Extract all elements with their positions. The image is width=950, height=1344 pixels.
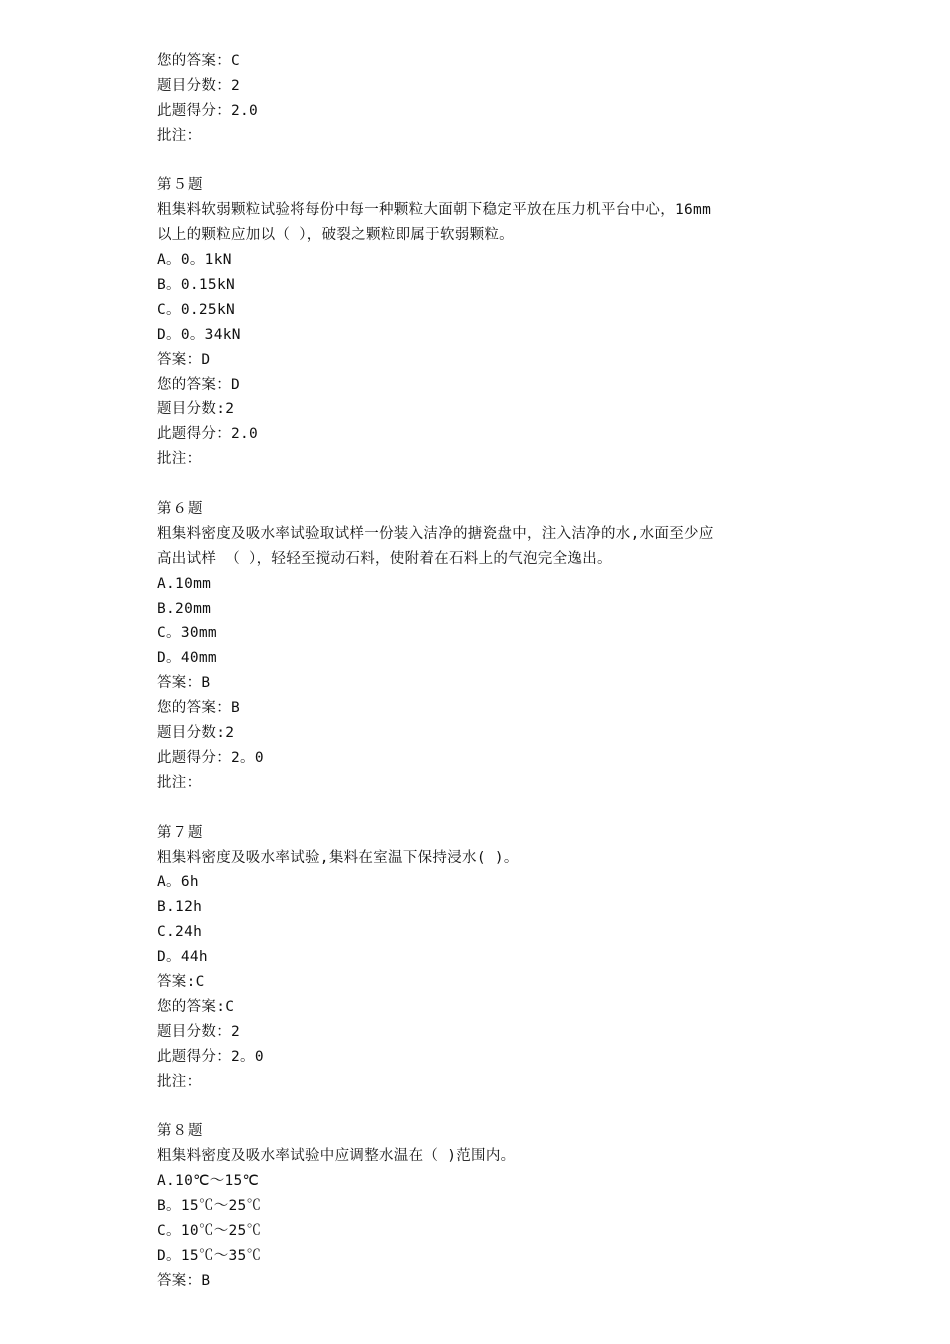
question-7 xyxy=(157,821,817,1095)
spacer xyxy=(157,1094,817,1119)
your-answer: 您的答案：C xyxy=(157,53,241,69)
question-title: 第６题 xyxy=(157,501,204,518)
option-a: A.10mm xyxy=(157,575,212,592)
question-8 xyxy=(157,1119,817,1293)
correct-answer: 答案：B xyxy=(157,1272,211,1289)
earned-score: 此题得分：2.0 xyxy=(157,102,259,119)
option-c: C。0.25kN xyxy=(157,301,236,318)
your-answer: 您的答案：B xyxy=(157,700,241,717)
spacer xyxy=(157,472,817,497)
earned-score: 此题得分：2.0 xyxy=(157,426,259,443)
question-stem-line-1: 粗集料密度及吸水率试验,集料在室温下保持浸水( )。 xyxy=(157,849,519,866)
question-4-tail xyxy=(157,49,817,149)
correct-answer: 答案：D xyxy=(157,351,211,368)
option-a: A。6h xyxy=(157,874,199,891)
option-b: B.20mm xyxy=(157,600,212,617)
document-page xyxy=(157,49,817,1294)
note-label: 批注： xyxy=(157,774,202,791)
correct-answer: 答案:C xyxy=(157,973,205,990)
question-5 xyxy=(157,173,817,472)
your-answer: 您的答案：D xyxy=(157,376,241,393)
earned-score: 此题得分：2。0 xyxy=(157,1048,264,1065)
question-6 xyxy=(157,497,817,796)
question-stem-line-1: 粗集料密度及吸水率试验中应调整水温在（ )范围内。 xyxy=(157,1148,516,1165)
note-label: 批注： xyxy=(157,1073,202,1090)
question-score: 题目分数:2 xyxy=(157,401,235,418)
question-stem-line-1: 粗集料密度及吸水率试验取试样一份装入洁净的搪瓷盘中，注入洁净的水,水面至少应 xyxy=(157,525,714,542)
option-c: C。30mm xyxy=(157,625,217,642)
option-c: C。10℃～25℃ xyxy=(157,1222,262,1239)
option-d: D。0。34kN xyxy=(157,326,241,343)
question-score: 题目分数：2 xyxy=(157,77,241,94)
question-stem-line-1: 粗集料软弱颗粒试验将每份中每一种颗粒大面朝下稳定平放在压力机平台中心，16mm xyxy=(157,202,712,219)
question-score: 题目分数:2 xyxy=(157,725,235,742)
note-label: 批注： xyxy=(157,127,202,144)
question-title: 第８题 xyxy=(157,1123,204,1140)
option-d: D。40mm xyxy=(157,650,217,667)
option-d: D。15℃～35℃ xyxy=(157,1247,262,1264)
option-b: B.12h xyxy=(157,899,203,916)
option-b: B。0.15kN xyxy=(157,277,236,294)
question-score: 题目分数：2 xyxy=(157,1023,241,1040)
your-answer: 您的答案:C xyxy=(157,998,235,1015)
question-title: 第７题 xyxy=(157,824,204,841)
question-title: 第５题 xyxy=(157,177,204,194)
option-a: A。0。1kN xyxy=(157,252,232,269)
option-c: C.24h xyxy=(157,924,203,941)
option-b: B。15℃～25℃ xyxy=(157,1197,262,1214)
option-d: D。44h xyxy=(157,949,208,966)
question-stem-line-2: 高出试样 （ ），轻轻至搅动石料，使附着在石料上的气泡完全逸出。 xyxy=(157,550,612,567)
note-label: 批注： xyxy=(157,451,202,468)
spacer xyxy=(157,149,817,174)
spacer xyxy=(157,796,817,821)
correct-answer: 答案：B xyxy=(157,675,211,692)
option-a: A.10℃～15℃ xyxy=(157,1173,260,1190)
earned-score: 此题得分：2。0 xyxy=(157,749,264,766)
question-stem-line-2: 以上的颗粒应加以（ ），破裂之颗粒即属于软弱颗粒。 xyxy=(157,227,514,244)
